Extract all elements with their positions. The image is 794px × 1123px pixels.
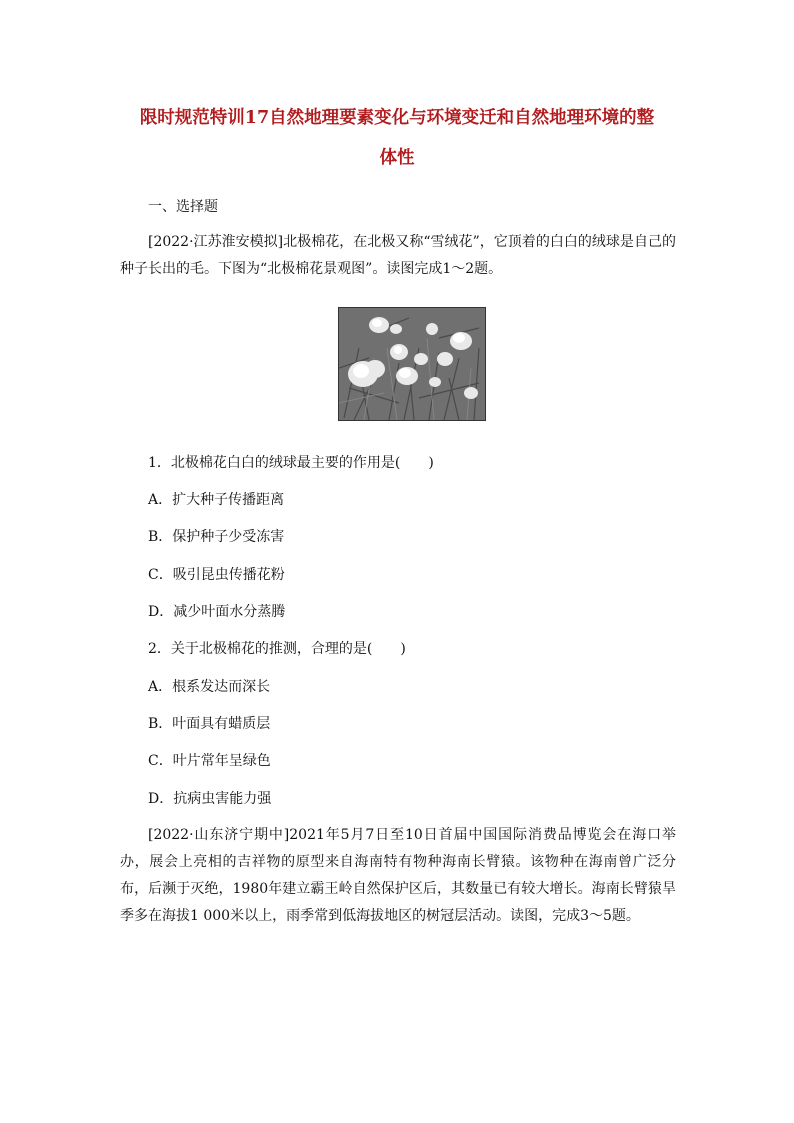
passage-1: [2022·江苏淮安模拟]北极棉花，在北极又称“雪绒花”，它顶着的白白的绒球是自己的种子长出的毛。下图为“北极棉花景观图”。读图完成1～2题。 [120, 234, 676, 277]
passage-2: [2022·山东济宁期中]2021年5月7日至10日首届中国国际消费品博览会在海口举办，展会上亮相的吉祥物的原型来自海南特有物种海南长臂猿。该物种在海南曾广泛分布，后濒于灭绝，1980年建立霸王岭自然保护区后，其数量已有较大增长。海南长臂猿旱季多在海拔1 000米以上，雨季常到低海拔地区的树冠层活动。读图，完成3～5题。 [120, 827, 676, 924]
question-1-option-d: D．减少叶面水分蒸腾 [148, 604, 286, 620]
document-title-line2: 体性 [379, 148, 415, 168]
section-heading: 一、选择题 [148, 199, 218, 215]
question-1-option-c: C．吸引昆虫传播花粉 [148, 567, 285, 583]
question-2-option-c: C．叶片常年呈绿色 [148, 753, 271, 769]
question-1-option-a: A．扩大种子传播距离 [148, 492, 285, 508]
question-2-option-a: A．根系发达而深长 [148, 679, 271, 695]
arctic-cotton-photo [338, 307, 486, 421]
document-title-line1: 限时规范特训17自然地理要素变化与环境变迁和自然地理环境的整 [139, 108, 655, 128]
question-2-option-d: D．抗病虫害能力强 [148, 791, 272, 807]
question-2-stem: 2．关于北极棉花的推测，合理的是( ) [148, 641, 406, 657]
question-1-stem: 1．北极棉花白白的绒球最主要的作用是( ) [148, 455, 434, 471]
question-1-option-b: B．保护种子少受冻害 [148, 529, 285, 545]
question-2-option-b: B．叶面具有蜡质层 [148, 716, 271, 732]
